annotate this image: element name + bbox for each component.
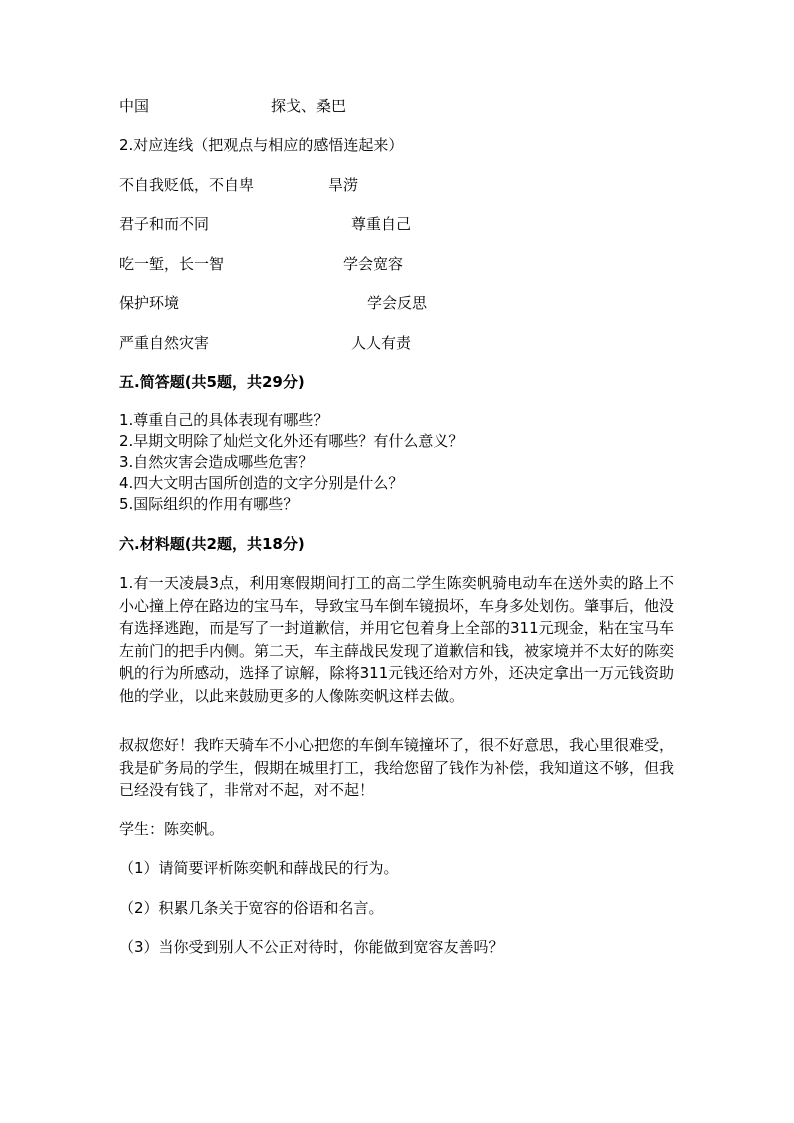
match-right: 人人有责	[351, 334, 412, 352]
question-item: 2.早期文明除了灿烂文化外还有哪些？有什么意义？	[119, 432, 464, 450]
match-row-1	[119, 175, 359, 195]
match-left: 吃一堑，长一智	[119, 255, 225, 273]
match-left: 保护环境	[119, 294, 180, 312]
match-right: 探戈、桑巴	[271, 97, 347, 115]
match-right: 尊重自己	[351, 215, 412, 233]
material-paragraph-1: 1.有一天凌晨3点，利用寒假期间打工的高二学生陈奕帆骑电动车在送外卖的路上不小心撞上停在路边的宝马车，导致宝马车倒车镜损坏，车身多处划伤。肇事后，他没有选择逃跑，而是写了一封道歉信，并用它包着身上全部的311元现金，粘在宝马车左前门的把手内侧。第二天，车主薛战民发现了道歉信和钱，被家境并不太好的陈奕帆的行为所感动，选择了谅解，除将311元钱还给对方外，还决定拿出一万元钱资助他的学业，以此来鼓励更多的人像陈奕帆这样去做。	[119, 574, 675, 705]
question-item: 1.尊重自己的具体表现有哪些？	[119, 411, 329, 429]
section-6-heading: 六.材料题(共2题，共18分)	[119, 535, 305, 553]
question-2-title: 2.对应连线（把观点与相应的感悟连起来）	[119, 136, 404, 154]
question-item: 4.四大文明古国所创造的文字分别是什么？	[119, 474, 404, 492]
match-left: 严重自然灾害	[119, 334, 210, 352]
match-row-5	[119, 333, 412, 353]
match-right: 学会宽容	[343, 255, 404, 273]
match-right: 旱涝	[328, 176, 359, 194]
match-row-top	[119, 96, 347, 116]
question-item: 3.自然灾害会造成哪些危害？	[119, 453, 314, 471]
sub-question-1: （1）请简要评析陈奕帆和薛战民的行为。	[119, 859, 399, 877]
section-5-questions	[119, 410, 463, 515]
sub-question-2: （2）积累几条关于宽容的俗语和名言。	[119, 899, 384, 917]
sub-question-3: （3）当你受到别人不公正对待时，你能做到宽容友善吗？	[119, 938, 504, 956]
material-paragraph-2: 叔叔您好！我昨天骑车不小心把您的车倒车镜撞坏了，很不好意思，我心里很难受，我是矿务局的学生，假期在城里打工，我给您留了钱作为补偿，我知道这不够，但我已经没有钱了，非常对不起，对不起！	[119, 736, 675, 800]
match-left: 君子和而不同	[119, 215, 210, 233]
match-row-2	[119, 214, 412, 234]
question-item: 5.国际组织的作用有哪些？	[119, 495, 299, 513]
match-left: 中国	[119, 97, 150, 115]
match-right: 学会反思	[367, 294, 428, 312]
match-row-4	[119, 293, 428, 313]
material-signature: 学生：陈奕帆。	[119, 820, 225, 838]
match-row-3	[119, 254, 404, 274]
match-left: 不自我贬低，不自卑	[119, 176, 255, 194]
section-5-heading: 五.简答题(共5题，共29分)	[119, 373, 305, 391]
